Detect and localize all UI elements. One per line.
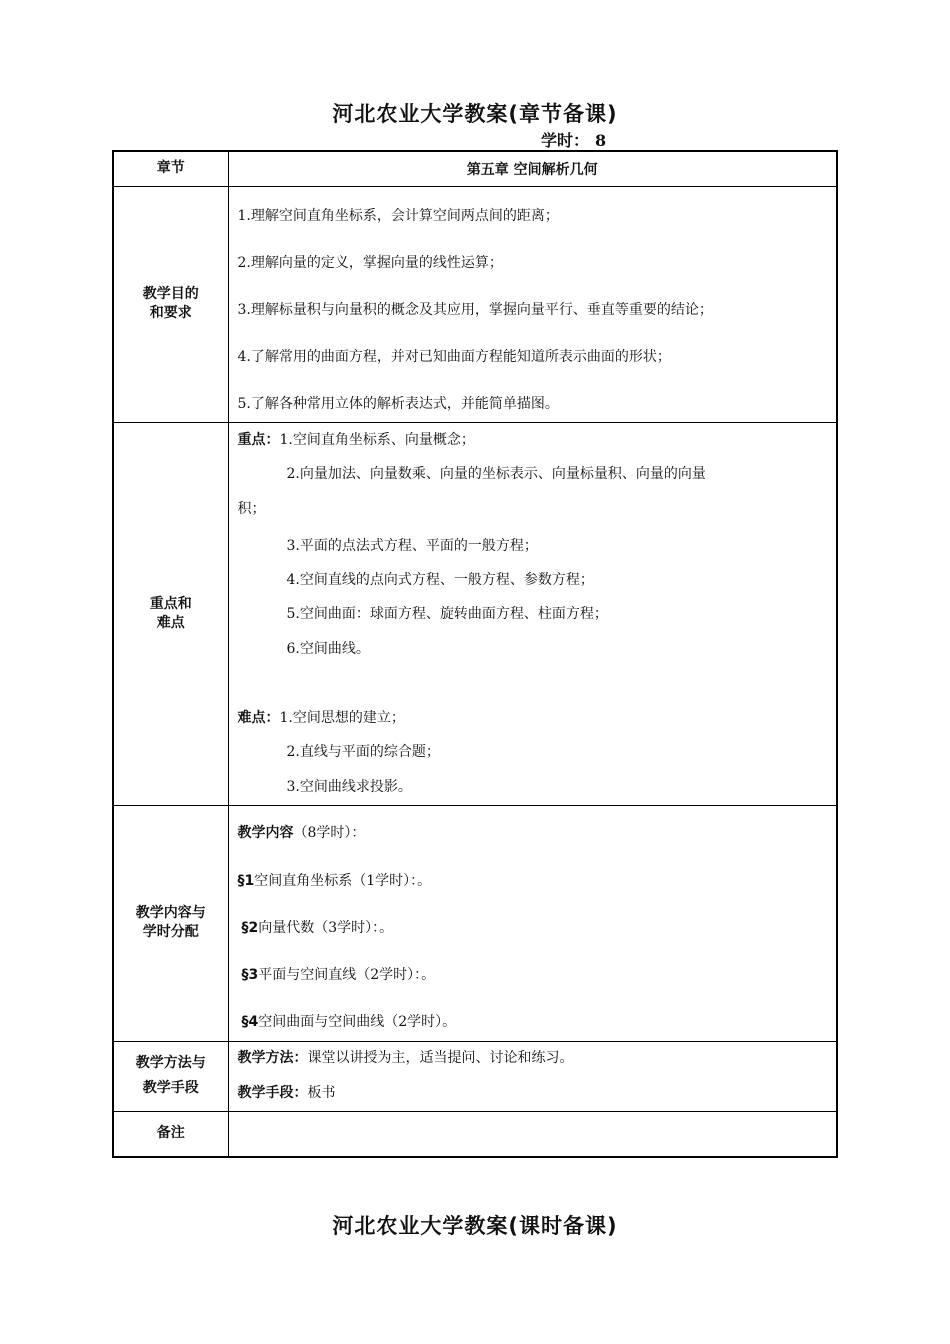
keypoints-label-line-2: 难点 (156, 614, 185, 631)
method-label: 教学方法： (237, 1049, 308, 1066)
means-text: 板书 (307, 1084, 336, 1101)
section-number: §1 (237, 872, 255, 889)
section-number: §4 (241, 1013, 259, 1030)
content-title: 教学内容 (237, 824, 294, 841)
section-item (242, 964, 436, 984)
row-notes (113, 1111, 837, 1157)
objective-item: 3.理解标量积与向量积的概念及其应用，掌握向量平行、垂直等重要的结论； (237, 301, 713, 318)
objective-item: 1.理解空间直角坐标系，会计算空间两点间的距离； (237, 207, 559, 224)
key-point-item: 6.空间曲线。 (286, 640, 370, 657)
methods-content (228, 1041, 837, 1111)
content-allocation (228, 805, 837, 1041)
chapter-label: 章节 (113, 151, 228, 186)
section-number: §3 (241, 966, 259, 983)
section-item (238, 870, 432, 890)
row-content (113, 805, 837, 1041)
key-point-item: 4.空间直线的点向式方程、一般方程、参数方程； (286, 571, 594, 588)
section-text: 空间曲面与空间曲线（2学时）。 (258, 1013, 457, 1030)
methods-label (113, 1041, 228, 1111)
keypoints-label (113, 422, 228, 805)
methods-label-line-1: 教学方法与 (135, 1055, 206, 1071)
section-item (242, 1011, 457, 1031)
row-methods (113, 1041, 837, 1111)
difficult-point-item: 2.直线与平面的综合题； (286, 743, 440, 760)
key-point-item: 1.空间直角坐标系、向量概念； (279, 431, 475, 448)
document-title: 河北农业大学教案(章节备课) (332, 102, 618, 126)
section-text: 平面与空间直线（2学时）：。 (258, 966, 436, 983)
difficult-point-item: 3.空间曲线求投影。 (286, 778, 412, 795)
difficult-points-title: 难点： (237, 709, 280, 726)
objectives-label-line-2: 和要求 (149, 305, 192, 321)
total-hours (541, 128, 606, 151)
methods-label-line-2: 教学手段 (142, 1080, 199, 1096)
method-text: 课堂以讲授为主，适当提问、讨论和练习。 (307, 1049, 574, 1066)
content-label-line-1: 教学内容与 (135, 905, 206, 921)
section-text: 空间直角坐标系（1学时）：。 (254, 872, 432, 889)
objective-item: 5.了解各种常用立体的解析表达式，并能简单描图。 (237, 395, 559, 412)
content-title-suffix: （8学时）： (293, 824, 366, 841)
section-number: §2 (241, 919, 259, 936)
key-point-item: 3.平面的点法式方程、平面的一般方程； (286, 537, 538, 554)
key-point-item: 5.空间曲面：球面方程、旋转曲面方程、柱面方程； (286, 605, 608, 622)
row-chapter (113, 151, 837, 186)
next-document-title: 河北农业大学教案(课时备课) (332, 1214, 618, 1238)
row-objectives (113, 186, 837, 422)
objectives-content (228, 186, 837, 422)
content-label-line-2: 学时分配 (142, 924, 199, 940)
means-label: 教学手段： (237, 1084, 308, 1101)
keypoints-label-line-1: 重点和 (149, 595, 192, 612)
difficult-point-item: 1.空间思想的建立； (279, 709, 405, 726)
key-points-title: 重点： (237, 431, 280, 448)
hours-value: 8 (595, 131, 607, 150)
notes-value (228, 1111, 837, 1157)
objective-item: 2.理解向量的定义，掌握向量的线性运算； (237, 254, 503, 271)
notes-label: 备注 (113, 1111, 228, 1157)
key-point-item: 2.向量加法、向量数乘、向量的坐标表示、向量标量积、向量的向量 (286, 465, 706, 482)
section-text: 向量代数（3学时）：。 (258, 919, 394, 936)
lesson-plan-table (112, 150, 838, 1158)
key-point-item: 积； (237, 500, 266, 517)
objectives-label-line-1: 教学目的 (142, 286, 199, 302)
objectives-label (113, 186, 228, 422)
content-label (113, 805, 228, 1041)
chapter-value: 第五章 空间解析几何 (228, 151, 837, 186)
keypoints-content (228, 422, 837, 805)
objective-item: 4.了解常用的曲面方程，并对已知曲面方程能知道所表示曲面的形状； (237, 348, 671, 365)
hours-label: 学时： (541, 131, 590, 150)
section-item (242, 917, 394, 937)
row-keypoints (113, 422, 837, 805)
